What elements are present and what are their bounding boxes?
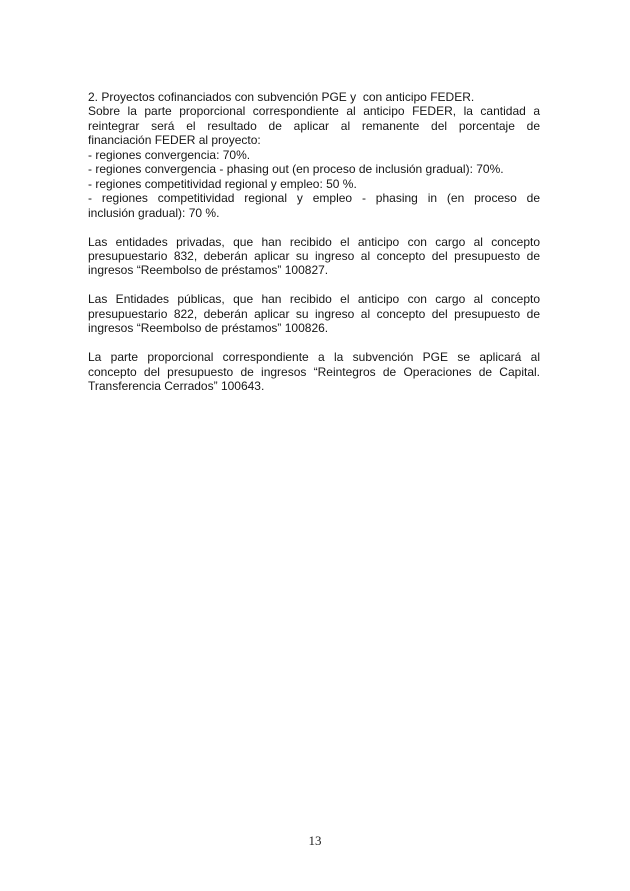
list-item-line: inclusión gradual): 70 %. xyxy=(88,205,220,220)
list-item-line: - regiones convergencia: 70%. xyxy=(88,147,251,162)
text-line: ingresos “Reembolso de préstamos” 100826. xyxy=(88,321,329,336)
paragraph-public-entities xyxy=(88,292,540,335)
list-item-line: - regiones competitividad regional y empleo - phasing in (en proceso de xyxy=(88,191,540,206)
text-line: Las Entidades públicas, que han recibido el anticipo con cargo al concepto xyxy=(88,292,540,307)
list-item-line: - regiones convergencia - phasing out (en proceso de inclusión gradual): 70%. xyxy=(88,162,504,177)
paragraph-projects-cofinanced xyxy=(88,90,540,220)
list-item-line: - regiones competitividad regional y empleo: 50 %. xyxy=(88,176,357,191)
paragraph-pge-subvention xyxy=(88,350,540,393)
text-line: Las entidades privadas, que han recibido el anticipo con cargo al concepto xyxy=(88,234,540,249)
text-line: concepto del presupuesto de ingresos “Reintegros de Operaciones de Capital. xyxy=(88,364,540,379)
text-line: La parte proporcional correspondiente a la subvención PGE se aplicará al xyxy=(88,350,540,365)
text-line: Sobre la parte proporcional correspondiente al anticipo FEDER, la cantidad a xyxy=(88,104,540,119)
text-line: presupuestario 822, deberán aplicar su ingreso al concepto del presupuesto de xyxy=(88,306,540,321)
document-text-block xyxy=(88,90,540,393)
text-line: presupuestario 832, deberán aplicar su ingreso al concepto del presupuesto de xyxy=(88,248,540,263)
paragraph-private-entities xyxy=(88,235,540,278)
page-number: 13 xyxy=(308,833,322,848)
text-line: 2. Proyectos cofinanciados con subvención PGE y con anticipo FEDER. xyxy=(88,90,475,104)
text-line: financiación FEDER al proyecto: xyxy=(88,133,261,148)
text-line: Transferencia Cerrados” 100643. xyxy=(88,379,265,394)
text-line: ingresos “Reembolso de préstamos” 100827. xyxy=(88,263,329,278)
text-line: reintegrar será el resultado de aplicar al remanente del porcentaje de xyxy=(88,118,540,133)
